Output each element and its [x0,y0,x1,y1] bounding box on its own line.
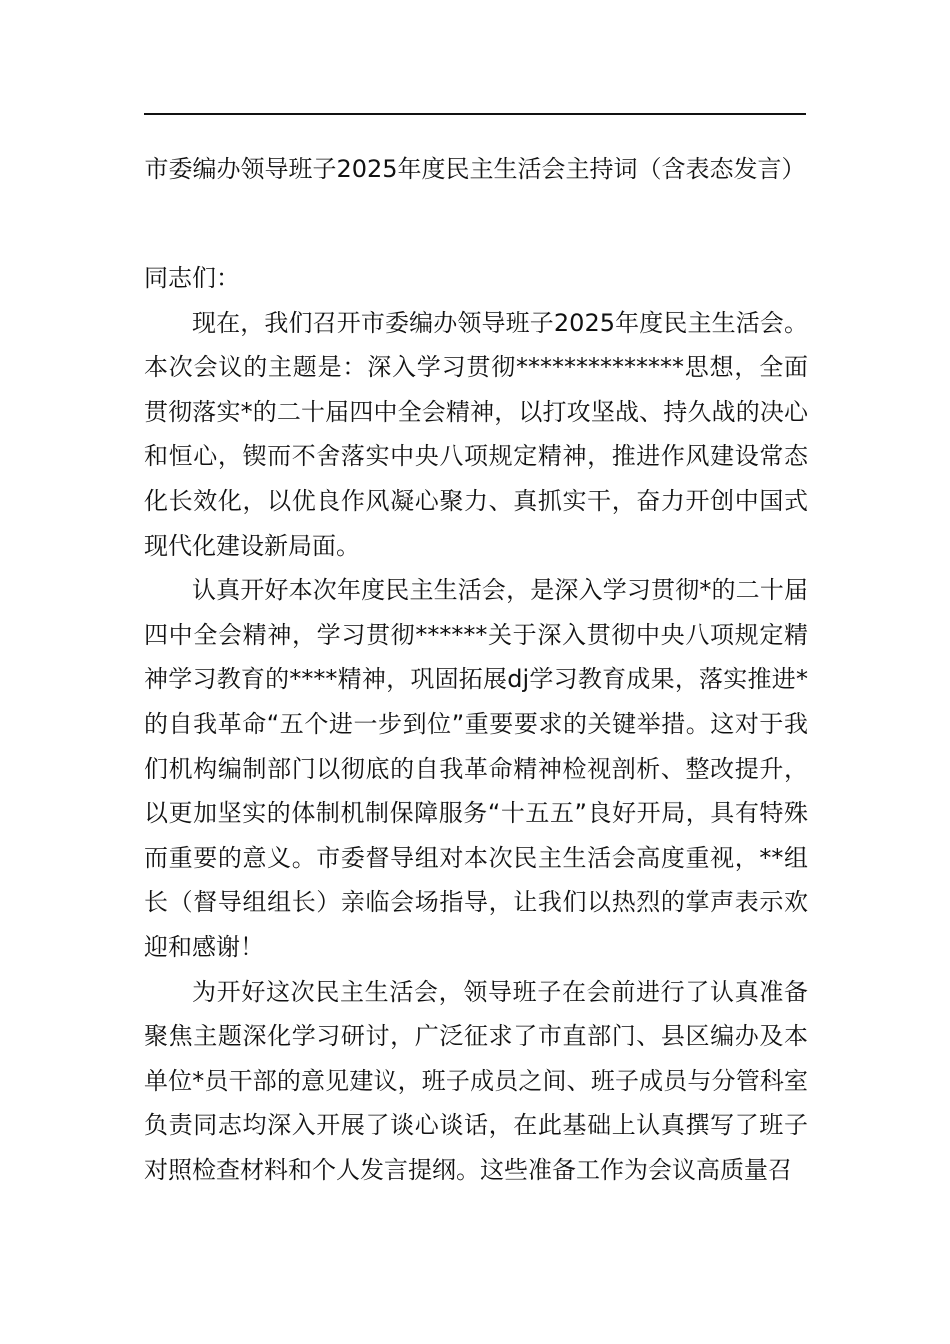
header-rule [144,113,806,115]
paragraph-2: 认真开好本次年度民主生活会，是深入学习贯彻*的二十届四中全会精神，学习贯彻******关于深入贯彻中央八项规定精神学习教育的****精神，巩固拓展dj学习教育成果，落实推进*的自我革命“五个进一步到位”重要要求的关键举措。这对于我们机构编制部门以彻底的自我革命精神检视剖析、整改提升，以更加坚实的体制机制保障服务“十五五”良好开局，具有特殊而重要的意义。市委督导组对本次民主生活会高度重视，**组长（督导组组长）亲临会场指导，让我们以热烈的掌声表示欢迎和感谢！ [144,576,808,961]
paragraph-1: 现在，我们召开市委编办领导班子2025年度民主生活会。本次会议的主题是：深入学习贯彻**************思想，全面贯彻落实*的二十届四中全会精神，以打攻坚战、持久战的决心和恒心，锲而不舍落实中央八项规定精神，推进作风建设常态化长效化，以优良作风凝心聚力、真抓实干，奋力开创中国式现代化建设新局面。 [144,308,808,560]
document-title: 市委编办领导班子2025年度民主生活会主持词（含表态发言） [144,155,806,183]
paragraph-3: 为开好这次民主生活会，领导班子在会前进行了认真准备聚焦主题深化学习研讨，广泛征求了市直部门、县区编办及本单位*员干部的意见建议，班子成员之间、班子成员与分管科室负责同志均深入开展了谈心谈话，在此基础上认真撰写了班子对照检查材料和个人发言提纲。这些准备工作为会议高质量召 [144,977,808,1184]
salutation: 同志们： [144,264,240,292]
document-body [144,256,808,1192]
